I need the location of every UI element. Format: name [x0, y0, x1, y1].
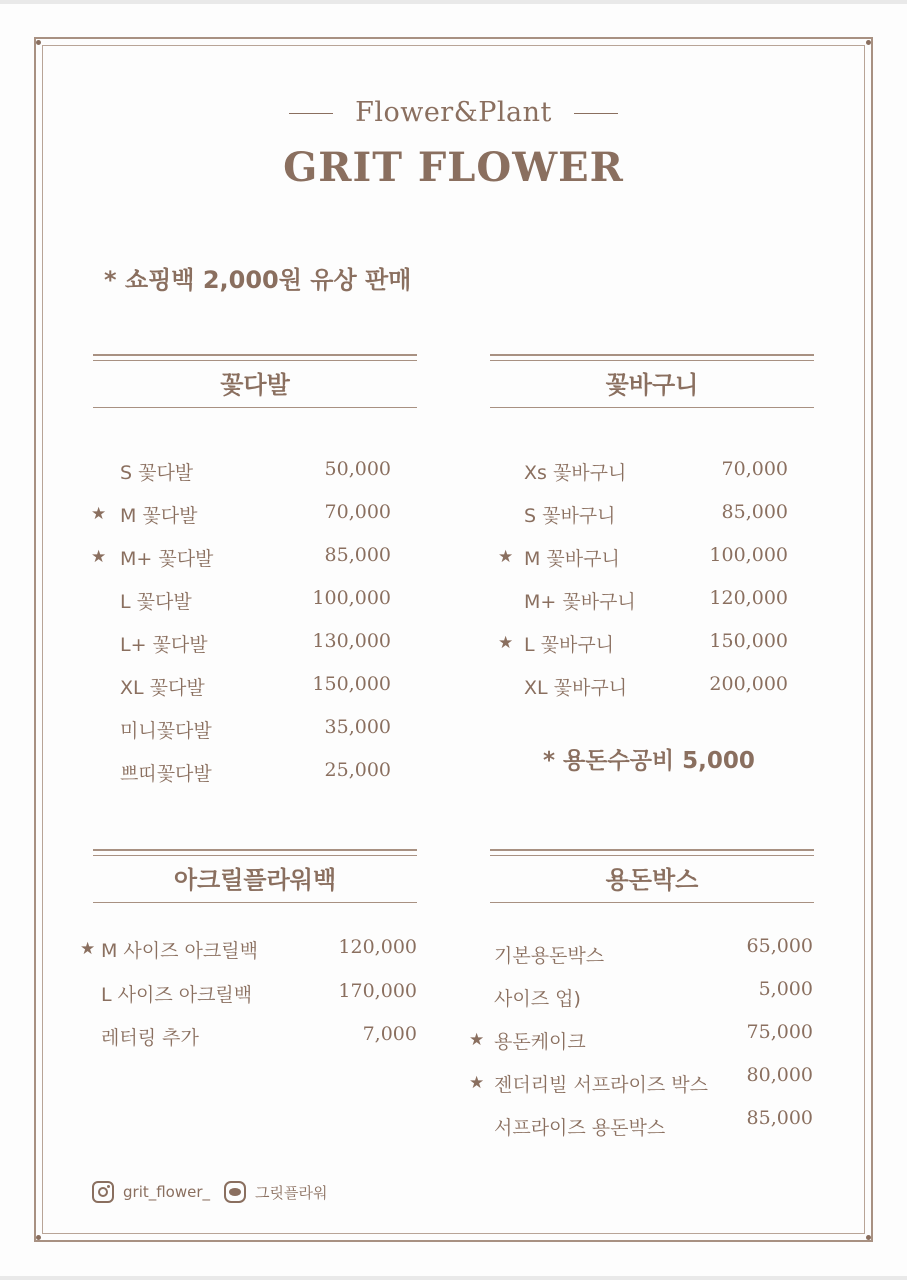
- menu-item-price: 85,000: [721, 501, 788, 523]
- menu-page: [0, 4, 907, 1276]
- menu-item-price: 85,000: [324, 544, 391, 566]
- section-title: 꽃바구니: [605, 371, 699, 399]
- corner-ornament: [866, 40, 871, 45]
- menu-item-name: Xs 꽃바구니: [524, 462, 627, 484]
- star-icon: ★: [469, 1030, 485, 1050]
- corner-ornament: [866, 1235, 871, 1240]
- menu-item-price: 200,000: [709, 673, 788, 695]
- divider-line: [289, 113, 333, 114]
- kakao-channel: 그릿플라워: [255, 1183, 328, 1202]
- section-title: 용돈박스: [605, 866, 699, 894]
- star-icon: ★: [469, 1073, 485, 1093]
- shopping-bag-notice: * 쇼핑백 2,000원 유상 판매: [104, 266, 412, 294]
- kakaotalk-icon: [224, 1181, 246, 1203]
- corner-ornament: [36, 40, 41, 45]
- social-links: [92, 1181, 327, 1203]
- instagram-handle: grit_flower_: [123, 1183, 211, 1201]
- menu-item-name: L 꽃다발: [120, 591, 192, 613]
- menu-item-price: 130,000: [312, 630, 391, 652]
- divider-line: [574, 113, 618, 114]
- menu-item-name: 기본용돈박스: [494, 945, 605, 967]
- section-title: 아크릴플라워백: [173, 866, 337, 894]
- menu-item-name: S 꽃바구니: [524, 505, 616, 527]
- corner-ornament: [36, 1235, 41, 1240]
- menu-item-name: 젠더리빌 서프라이즈 박스: [494, 1074, 708, 1096]
- subtitle: [0, 97, 907, 128]
- menu-item-name: M+ 꽃바구니: [524, 591, 636, 613]
- instagram-icon: [92, 1181, 114, 1203]
- section-header-acrylic: [93, 849, 417, 903]
- shop-title: GRIT FLOWER: [283, 144, 624, 191]
- star-icon: ★: [498, 633, 514, 653]
- menu-item-price: 50,000: [324, 458, 391, 480]
- menu-item-price: 7,000: [362, 1023, 417, 1045]
- menu-item-price: 5,000: [758, 978, 813, 1000]
- menu-item-price: 85,000: [746, 1107, 813, 1129]
- menu-item-name: L 사이즈 아크릴백: [101, 984, 253, 1006]
- menu-item-price: 120,000: [709, 587, 788, 609]
- menu-item-name: 미니꽃다발: [120, 720, 212, 742]
- menu-item-name: 쁘띠꽃다발: [120, 763, 212, 785]
- star-icon: ★: [91, 504, 107, 524]
- menu-item-price: 35,000: [324, 716, 391, 738]
- menu-item-name: 레터링 추가: [101, 1027, 199, 1049]
- handling-fee-note: * 용돈수공비 5,000: [543, 748, 755, 774]
- menu-item-price: 75,000: [746, 1021, 813, 1043]
- section-header-basket: [490, 354, 814, 408]
- star-icon: ★: [80, 939, 96, 959]
- menu-item-name: XL 꽃다발: [120, 677, 205, 699]
- menu-item-price: 150,000: [312, 673, 391, 695]
- menu-item-name: M 꽃바구니: [524, 548, 620, 570]
- star-icon: ★: [91, 547, 107, 567]
- section-header-moneybox: [490, 849, 814, 903]
- menu-item-price: 100,000: [312, 587, 391, 609]
- subtitle-text: Flower&Plant: [355, 97, 552, 128]
- section-header-bouquet: [93, 354, 417, 408]
- menu-item-name: M 사이즈 아크릴백: [101, 940, 258, 962]
- menu-item-price: 100,000: [709, 544, 788, 566]
- menu-item-name: M+ 꽃다발: [120, 548, 214, 570]
- menu-item-price: 80,000: [746, 1064, 813, 1086]
- menu-item-name: M 꽃다발: [120, 505, 198, 527]
- menu-item-price: 25,000: [324, 759, 391, 781]
- menu-item-price: 65,000: [746, 935, 813, 957]
- menu-item-name: 서프라이즈 용돈박스: [494, 1117, 666, 1139]
- menu-item-name: XL 꽃바구니: [524, 677, 628, 699]
- menu-item-price: 150,000: [709, 630, 788, 652]
- menu-item-name: 용돈케이크: [494, 1031, 586, 1053]
- menu-item-price: 70,000: [324, 501, 391, 523]
- section-title: 꽃다발: [220, 371, 290, 399]
- star-icon: ★: [498, 547, 514, 567]
- menu-item-name: 사이즈 업): [494, 988, 581, 1010]
- menu-item-name: L+ 꽃다발: [120, 634, 208, 656]
- menu-item-price: 120,000: [338, 936, 417, 958]
- menu-item-price: 70,000: [721, 458, 788, 480]
- menu-item-price: 170,000: [338, 980, 417, 1002]
- menu-item-name: L 꽃바구니: [524, 634, 615, 656]
- menu-item-name: S 꽃다발: [120, 462, 194, 484]
